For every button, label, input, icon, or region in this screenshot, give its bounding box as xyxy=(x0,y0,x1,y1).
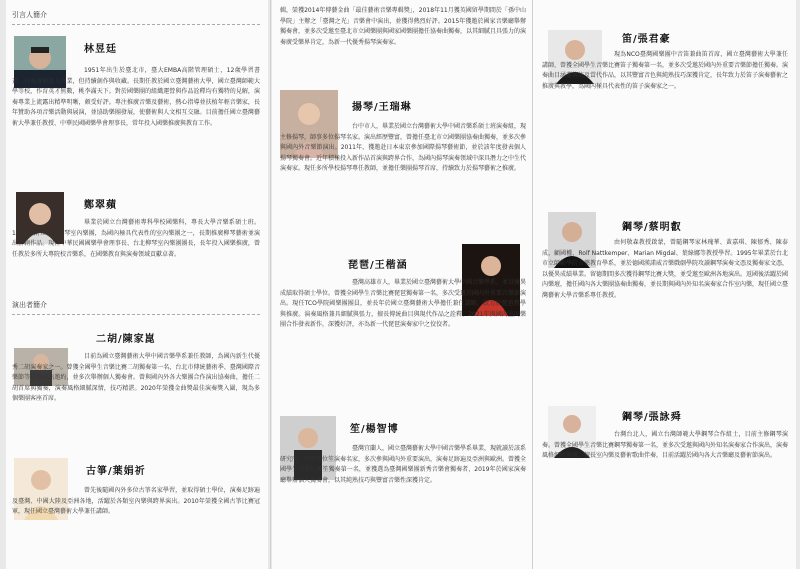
piano2-bio: 台灣台北人，國立台灣師範大學鋼琴合作組士，目前主修鋼琴演奏。曾獲全國學生音樂比賽鋼琴獨奏第一名，並多次受邀與國內外知名演奏家合作演出，演奏風格細膩優雅，擅長室內樂及藝術歌曲伴奏，目前活躍於國內各大音樂廳及藝術節演出。 xyxy=(542,431,788,460)
intro-top-text: 輯，榮獲2014年傳藝金曲「最佳藝術音樂專輯獎」，2018年11月獲英國留學期間於「孫中山學院」主辦之「臺灣之光」音樂會中演出，並獲得熱烈好評。2015年獲邀於國家音樂廳舉辦獨奏會，並多次受邀至臺北市立國樂團與國家國樂團擔任協奏曲獨奏，以其細膩且具張力的演奏廣受樂界肯定，為新一代優秀揚琴演奏家。 xyxy=(280,7,526,46)
chen-bio: 目前為國立臺灣藝術大學中國音樂學系兼任教師，為國內新生代優秀二胡演奏家之一。曾獲全國學生音樂比賽二胡獨奏第一名，台北市傳統藝術季、臺灣國際音樂節等重要演出邀約，並多次舉辦個人獨奏會。曾與國內外各大樂團合作演出協奏曲，擔任二胡首席與獨奏，演奏風格細膩深情，技巧精湛。2020年榮獲金曲獎最佳演奏獎入圍，現為多個樂團客座首席。 xyxy=(12,353,260,403)
flute-bio: 現為NCO臺灣國樂團中音笛兼曲笛首席，國立臺灣藝術大學兼任講師，曾獲全國學生音樂比賽笛子獨奏第一名，並多次受邀於國內外重要音樂節擔任獨奏。演奏曲目涵蓋傳統及當代作品，以其豐富音色與純熟技巧深獲肯定，長年致力於笛子演奏藝術之推廣與教學，為國內極具代表性的笛子演奏家之一。 xyxy=(542,51,788,90)
yeh-bio: 曾先後隨國內外多位古箏名家學習，並取得碩士學位，演奏足跡遍及臺灣、中國大陸及亞洲各地，活躍於各類室內樂與跨界演出。2010年榮獲全國古箏比賽冠軍，現任國立臺灣藝術大學兼任講師。 xyxy=(12,487,260,516)
section-divider xyxy=(12,24,260,25)
yang-bio: 臺灣宜蘭人，國立臺灣藝術大學中國音樂學系畢業，現就讀於該系研究所。師事多位笙演奏名家，多次參與國內外重要演出，演奏足跡遍及亞洲與歐洲。曾獲全國學生音樂比賽笙獨奏第一名，並獲選為臺灣國樂團新秀音樂會獨奏者，2019年於國家演奏廳舉辦個人獨奏會，以其純熟技巧與豐富音樂性深獲肯定。 xyxy=(280,445,526,484)
cheng-bio: 畢業於國立台灣藝術專科學校國樂科，專長大學音樂系碩士班。1993年創立台北柳琴室內樂團，為國內極具代表性的室內樂團之一，長期推廣柳琴藝術並演出新創作品。現任中華民國國樂學會理事長、台北柳琴室內樂團團長，長年投入國樂推廣，曾任教於多所大專院校音樂系，在國樂教育與演奏領域貢獻卓著。 xyxy=(12,219,260,258)
yang-name: 笙/楊智博 xyxy=(350,424,399,435)
section-performers-title: 演出者簡介 xyxy=(12,301,47,309)
page-middle xyxy=(272,0,534,569)
cheng-name: 鄭翠蘋 xyxy=(84,200,117,211)
page-right xyxy=(534,0,796,569)
wang-bio: 臺灣高雄市人，畢業於國立臺灣藝術大學中國音樂學系，並以優異成績取得碩士學位。曾獲全國學生音樂比賽琵琶獨奏第一名，多次受邀於國內外重要音樂節演出。現任TCO學院國樂團團員，並長年於國立臺灣藝術大學擔任兼任講師，致力於琵琶教學與推廣。演奏風格兼具細膩與張力，擅長傳統曲目與現代作品之詮釋，2021年與國內室內樂團合作發表新作，深獲好評，亦為新一代琵琶演奏家中之佼佼者。 xyxy=(280,279,526,329)
chang-name: 揚琴/王瑞琳 xyxy=(352,102,412,113)
chen-name: 二胡/陳家崑 xyxy=(96,334,156,345)
page-fold xyxy=(270,0,271,569)
lin-bio: 1951年出生於臺北市，臺大EMBA高階管理碩士，12歲學習書畫，日後逐漸進入商業，但持續創作與收藏。長期任教於國立臺灣藝術大學，國立臺灣師範大學等校，作育英才無數，桃李滿天下。對於國樂團的組織運營與作品詮釋均有獨特的見解，演奏專業上流露出精準明晰，頗受好評。專注推廣音樂及藝術，熱心指導並扶植年輕音樂家，長年贊助各項音樂活動與展演，並協助樂團發展，使藝術與人文相互交融。目前擔任國立臺灣藝術大學兼任教授、中華民國國樂學會理事長，常年投入國樂推廣與教育工作。 xyxy=(12,67,260,127)
page-fold xyxy=(532,0,533,569)
chang-bio: 台中市人，畢業於國立台灣藝術大學中國音樂系碩士班演奏組，現主修揚琴，師事多位揚琴名家。演出經歷豐富，曾擔任臺北市立國樂團協奏曲獨奏，並多次參與國內外音樂節演出。2011年，獲邀赴日本東京參加國際揚琴藝術節，並於該年度發表個人揚琴獨奏會。近年積極投入新作品首演與跨界合作，為國內揚琴演奏領域中深具潛力之中生代演奏家。現任多所學校揚琴專任教師，並擔任樂團揚琴首席，持續致力於揚琴藝術之推廣。 xyxy=(280,123,526,173)
piano1-name: 鋼琴/蔡明叡 xyxy=(622,222,682,233)
page-left xyxy=(6,0,268,569)
flute-name: 笛/張君豪 xyxy=(622,34,671,45)
wang-name: 琵琶/王楷涵 xyxy=(348,260,408,271)
lin-name: 林昱廷 xyxy=(84,44,117,55)
piano1-bio: 由何敬森教授啟蒙，曾隨鋼琴家林瑰華、黃嘉琪、陳郁秀、陳泰成、顧國權、Rolf Nattkemper、Marian Migdal、葉綠娜等教授學習。1995年畢業於台北市立師範學院音樂教育學系，並於德國漢諾威音樂戲劇學院攻讀鋼琴演奏文憑及獨奏家文憑，以優異成績畢業。留德期間多次獲得鋼琴比賽大獎，並受邀至歐洲各地演出。返國後活躍於國內樂壇，擔任國內各大樂團協奏曲獨奏，並長期與國內外知名演奏家合作室內樂，現任國立臺灣藝術大學音樂系專任教授。 xyxy=(542,239,788,299)
section-producers-title: 引言人簡介 xyxy=(12,11,47,19)
section-divider xyxy=(12,314,260,315)
piano2-name: 鋼琴/張詠舜 xyxy=(622,412,682,423)
yeh-name: 古箏/葉娟祈 xyxy=(86,466,146,477)
